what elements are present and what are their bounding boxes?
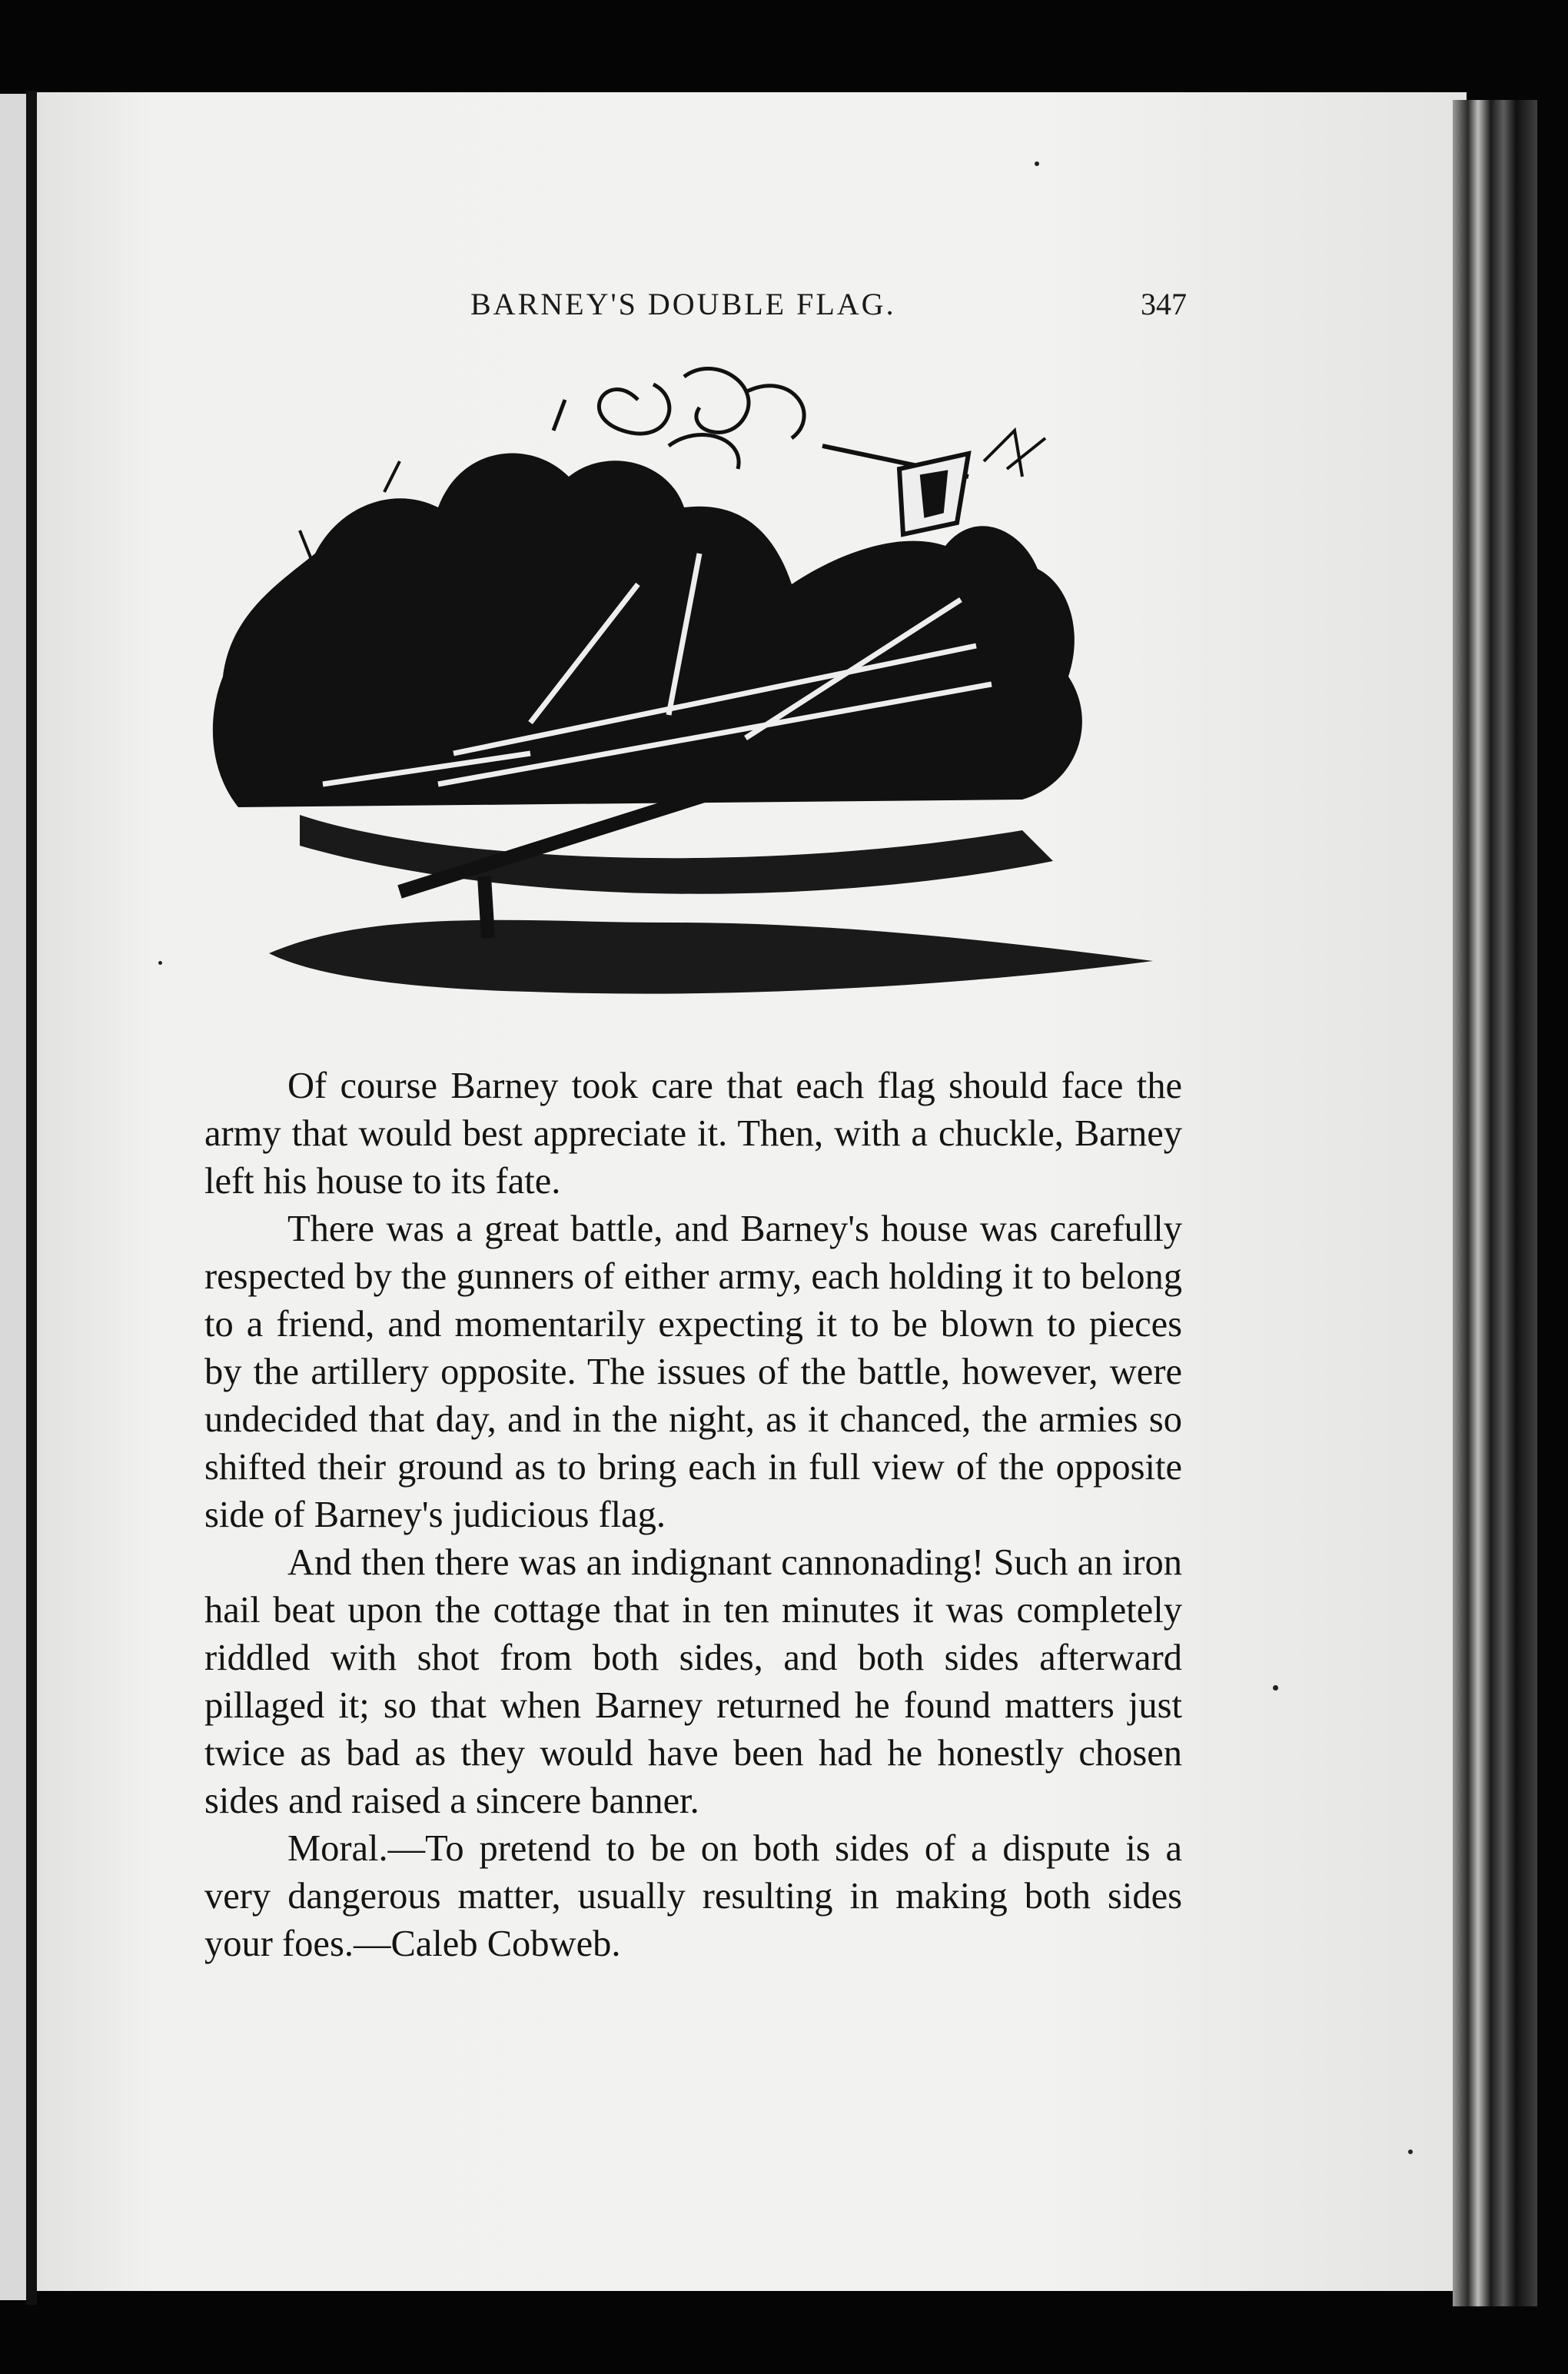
running-title: BARNEY'S DOUBLE FLAG.: [470, 287, 896, 321]
flag: [822, 446, 968, 534]
paragraph: And then there was an indignant cannonading! Such an iron hail beat upon the cottage that in ten minutes it was completely riddled with shot from both sides, and both sides afterward pillaged it; so that when Barney returned he found matters just twice as bad as they would have been had he honestly chosen sides and raised a sincere banner.: [204, 1542, 1182, 1821]
body-text: [204, 1062, 1182, 1968]
ground-shadow: [269, 815, 1153, 994]
print-speck: [1035, 161, 1039, 166]
book-gutter: [26, 91, 37, 2305]
page-number: 347: [1141, 287, 1187, 321]
print-speck: [158, 961, 162, 965]
paragraph: There was a great battle, and Barney's house was carefully respected by the gunners of either army, each holding it to belong to a friend, and momentarily expecting it to be blown to pieces by the artillery opposite. The issues of the battle, however, were undecided that day, and in the night, as it chanced, the armies so shifted their ground as to bring each in full view of the opposite side of Barney's judicious flag.: [204, 1209, 1182, 1535]
smoke-swirls: [553, 369, 804, 469]
page-stack-edge: [1453, 100, 1537, 2306]
paragraph: Moral.—To pretend to be on both sides of a dispute is a very dangerous matter, usually resulting in making both sides your foes.—Caleb Cobweb.: [204, 1828, 1182, 1964]
print-speck: [1273, 1685, 1278, 1691]
running-head: [0, 286, 1568, 332]
paragraph: Of course Barney took care that each flag should face the army that would best appreciate it. Then, with a chuckle, Barney left his house to its fate.: [204, 1066, 1182, 1202]
print-speck: [1408, 2150, 1413, 2154]
ruined-cottage-illustration: [208, 354, 1184, 1061]
